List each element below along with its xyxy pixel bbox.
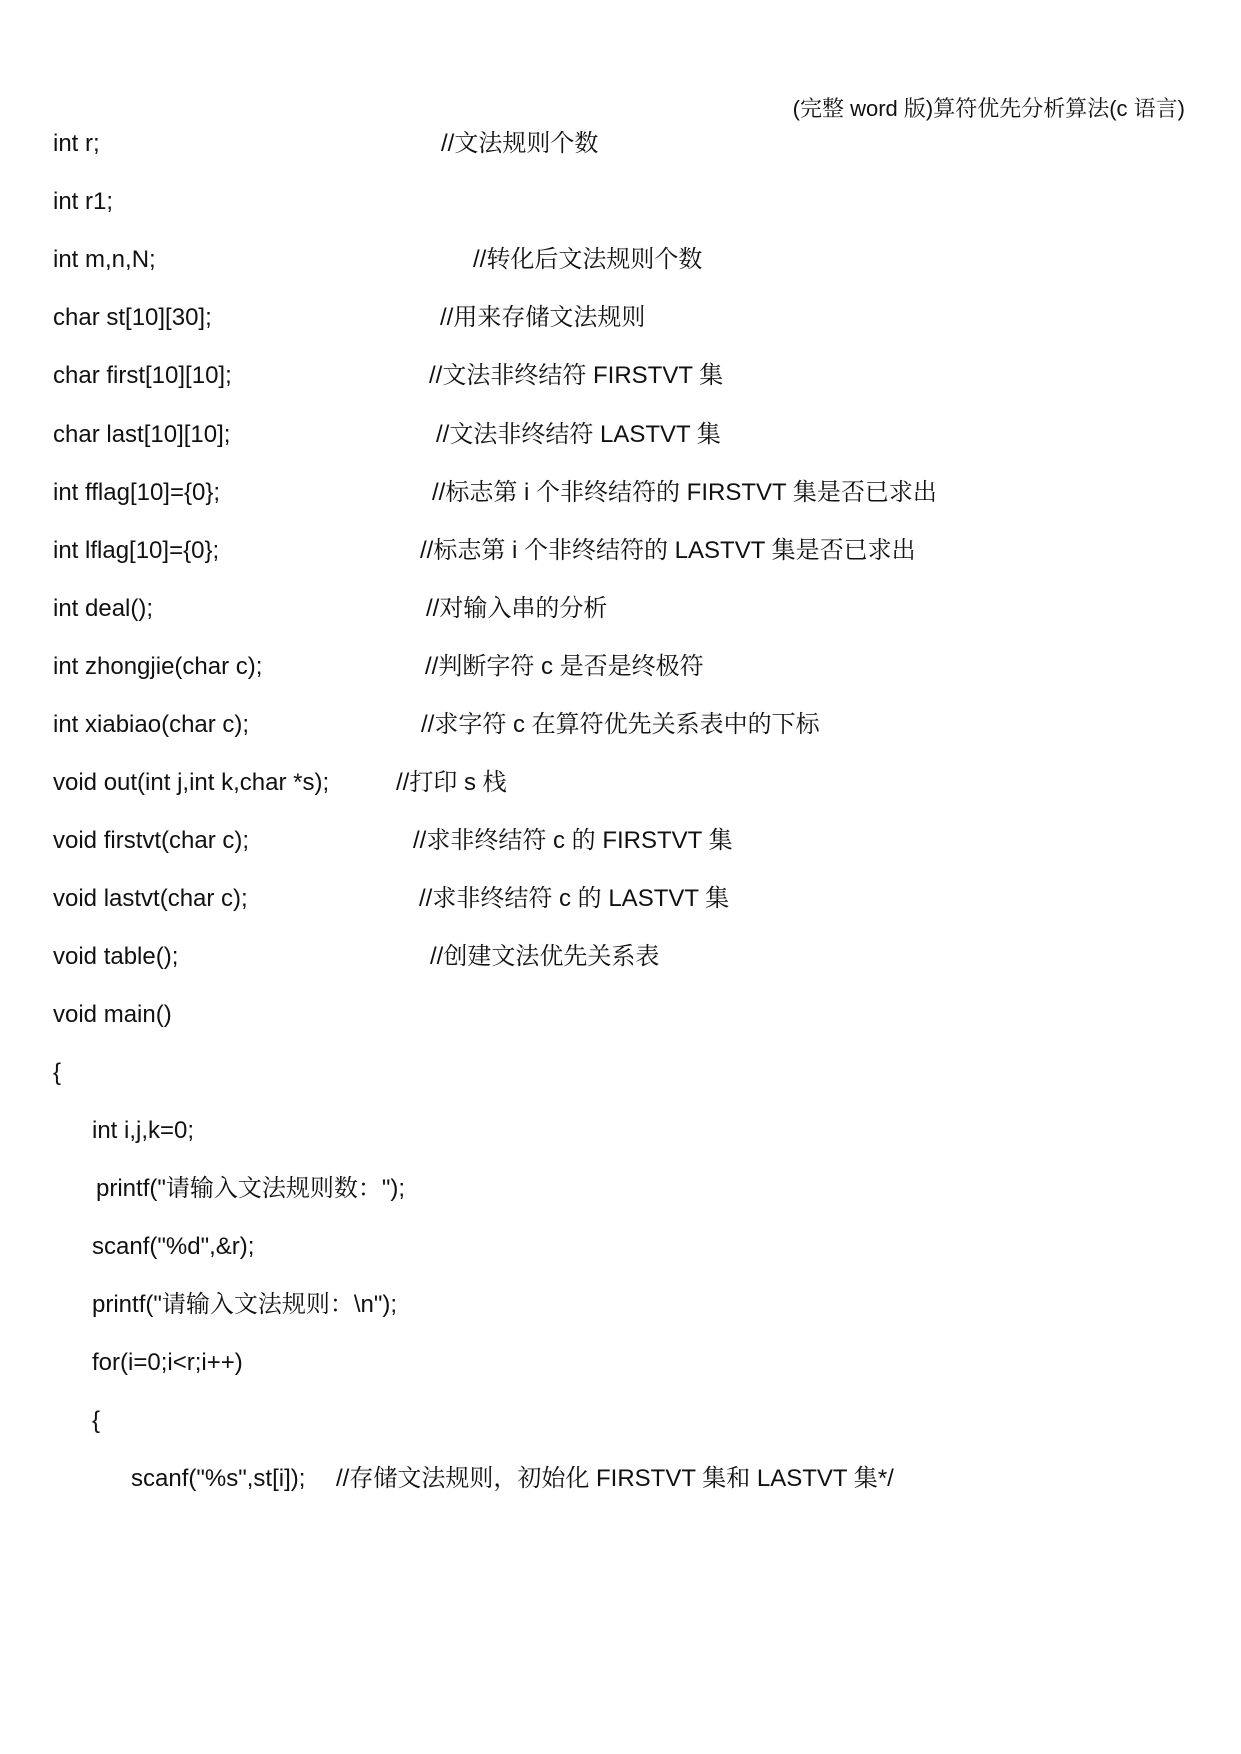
code-text: int xiabiao(char c); (53, 711, 250, 738)
code-text: int lflag[10]={0}; (53, 537, 220, 564)
code-line (0, 594, 608, 624)
code-text: int deal(); (53, 595, 154, 622)
code-comment: //文法规则个数 (441, 130, 599, 157)
code-text: void out(int j,int k,char *s); (53, 769, 330, 796)
code-line (0, 710, 820, 740)
code-comment: //求字符 c 在算符优先关系表中的下标 (421, 711, 820, 738)
code-line (0, 1406, 101, 1436)
code-line (0, 536, 916, 566)
code-line (0, 129, 599, 159)
code-text: printf("请输入文法规则数："); (96, 1175, 406, 1202)
code-text: int r1; (53, 188, 114, 215)
code-comment: //存储文法规则，初始化 FIRSTVT 集和 LASTVT 集*/ (336, 1465, 894, 1492)
code-comment: //文法非终结符 LASTVT 集 (436, 421, 721, 448)
code-line (0, 1116, 195, 1146)
code-line (0, 420, 721, 450)
code-comment: //标志第 i 个非终结符的 LASTVT 集是否已求出 (420, 537, 916, 564)
code-comment: //用来存储文法规则 (440, 304, 646, 331)
code-line (0, 942, 660, 972)
code-text: void firstvt(char c); (53, 827, 250, 854)
code-line (0, 361, 724, 391)
code-comment: //创建文法优先关系表 (430, 943, 660, 970)
code-text: void main() (53, 1001, 172, 1028)
code-text: scanf("%d",&r); (92, 1233, 255, 1260)
code-comment: //求非终结符 c 的 FIRSTVT 集 (413, 827, 733, 854)
code-comment: //求非终结符 c 的 LASTVT 集 (419, 885, 730, 912)
code-text: { (92, 1407, 101, 1434)
code-line (0, 245, 703, 275)
code-text: void lastvt(char c); (53, 885, 248, 912)
code-text: int zhongjie(char c); (53, 653, 263, 680)
code-text: char last[10][10]; (53, 421, 231, 448)
code-comment: //对输入串的分析 (426, 595, 608, 622)
code-text: scanf("%s",st[i]); (131, 1465, 306, 1492)
code-text: char first[10][10]; (53, 362, 232, 389)
code-comment: //判断字符 c 是否是终极符 (425, 653, 704, 680)
code-text: int i,j,k=0; (92, 1117, 195, 1144)
code-line (0, 826, 733, 856)
code-comment: //打印 s 栈 (396, 769, 507, 796)
code-text: char st[10][30]; (53, 304, 212, 331)
code-line (0, 1290, 398, 1320)
code-line (0, 652, 704, 682)
code-comment: //标志第 i 个非终结符的 FIRSTVT 集是否已求出 (432, 479, 937, 506)
code-text: printf("请输入文法规则：\n"); (92, 1291, 398, 1318)
code-line (0, 1232, 255, 1262)
code-text: { (53, 1059, 62, 1086)
code-text: int r; (53, 130, 100, 157)
code-line (0, 1000, 172, 1030)
code-line (0, 478, 937, 508)
code-text: for(i=0;i<r;i++) (92, 1349, 243, 1376)
code-comment: //文法非终结符 FIRSTVT 集 (429, 362, 724, 389)
code-line (0, 884, 730, 914)
code-line (0, 1464, 894, 1494)
code-line (0, 1058, 62, 1088)
page-header-title: (完整 word 版)算符优先分析算法(c 语言) (792, 96, 1185, 121)
code-text: int m,n,N; (53, 246, 156, 273)
code-line (0, 187, 114, 217)
code-line (0, 768, 507, 798)
code-comment: //转化后文法规则个数 (473, 246, 703, 273)
code-text: int fflag[10]={0}; (53, 479, 221, 506)
code-text: void table(); (53, 943, 179, 970)
code-line (0, 1174, 406, 1204)
code-line (0, 1348, 243, 1378)
code-line (0, 303, 646, 333)
